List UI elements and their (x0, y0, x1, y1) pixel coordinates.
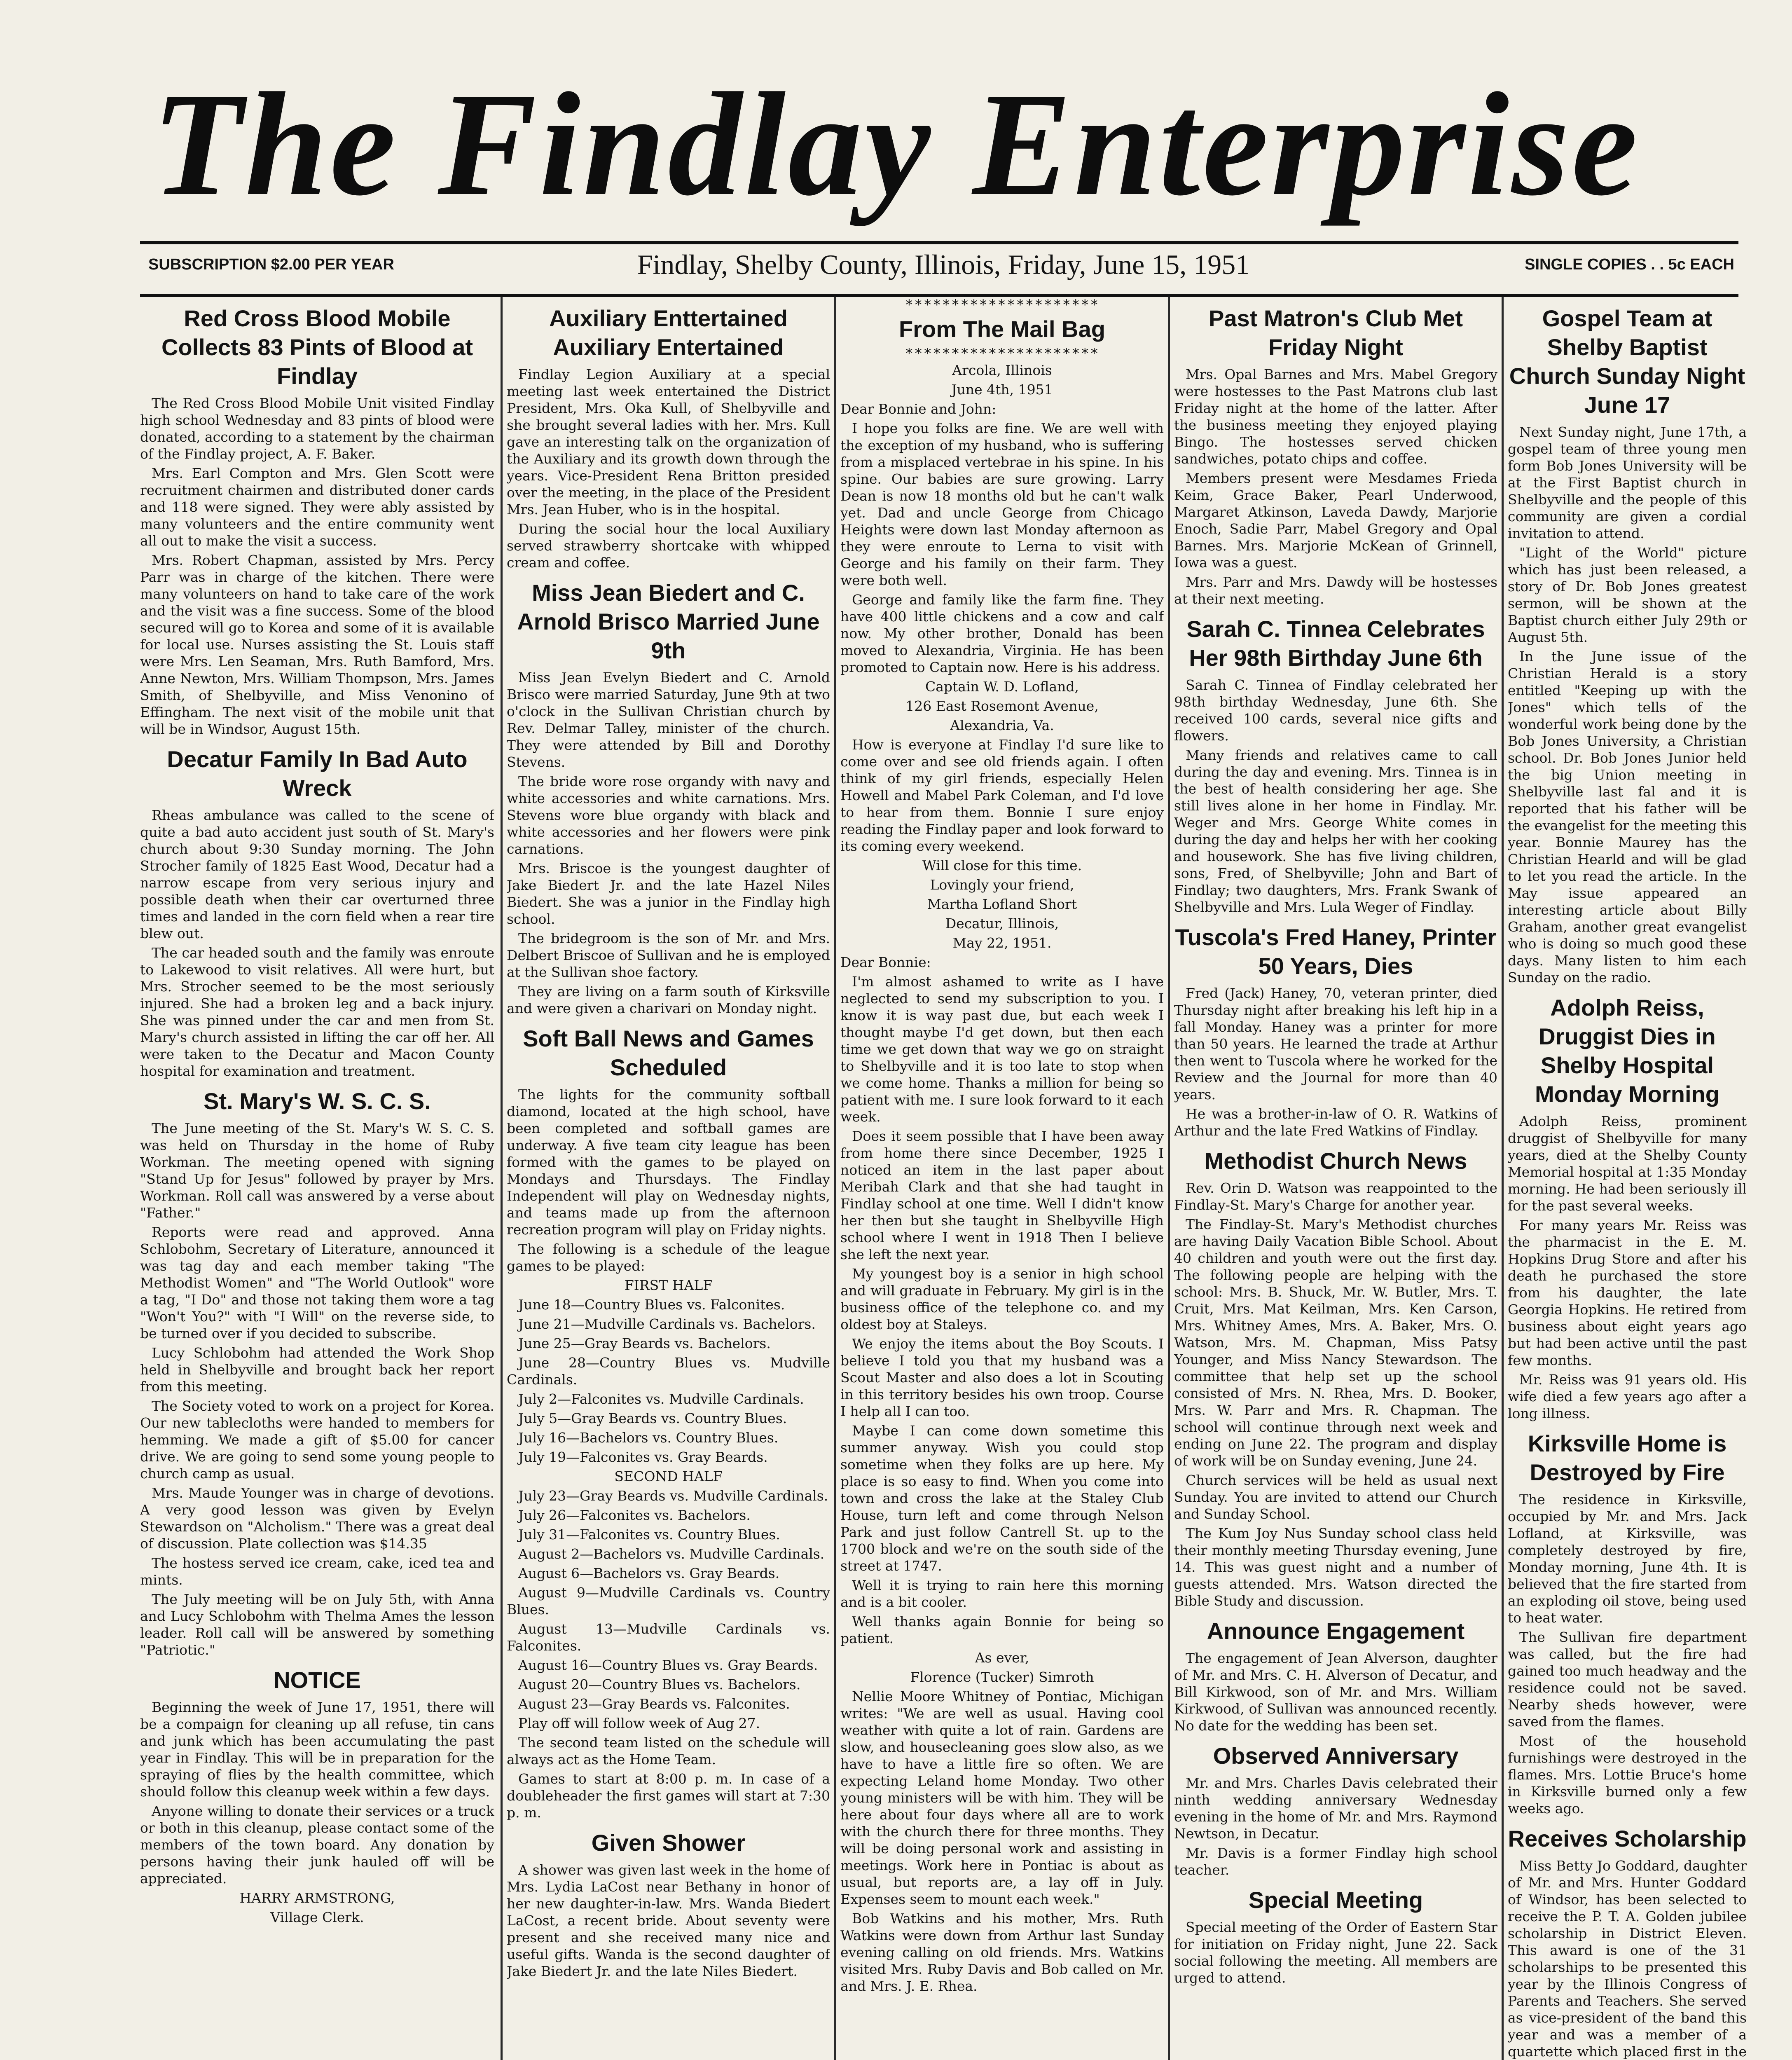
article-paragraph: Anyone willing to donate their services or a truck or both in this cleanup, please contact some of the members of the town board. Any donation by persons having their junk hauled off will be appreciated. (140, 1803, 494, 1887)
article-paragraph: Next Sunday night, June 17th, a gospel team of three young men form Bob Jones University will be at the First Baptist church in Shelbyville and the people of this community are given a cordial invitation to attend. (1508, 424, 1747, 541)
headline-mail-bag: From The Mail Bag (899, 316, 1105, 342)
headline-wscs: St. Mary's W. S. C. S. (204, 1088, 431, 1114)
schedule-item: July 26—Falconites vs. Bachelors. (518, 1507, 751, 1523)
schedule-item: July 23—Gray Beards vs. Mudville Cardinals. (518, 1488, 828, 1504)
article-paragraph: How is everyone at Findlay I'd sure like to come over and see old friends again. I often think of my girl friends, especially Helen Howell and Mabel Park Coleman, and I'd love to hear from them. Bonnie I sure enjoy reading the Findlay paper and look forward to its coming every weekend. (840, 737, 1164, 854)
article-paragraph: Miss Betty Jo Goddard, daughter of Mr. and Mrs. Hunter Goddard of Windsor, has been selected to receive the P. T. A. Golden jubilee scholarship in District Eleven. This award is one of the 31 scholarships to be presented this year by the Illinois Congress of Parents and Teachers. She served as vice-president of the band this year and was a member of a quartette which placed first in the (1508, 1858, 1747, 2060)
headline-auto-wreck: Decatur Family In Bad Auto Wreck (167, 746, 468, 801)
letter-signature: Martha Lofland Short (927, 896, 1077, 912)
article-paragraph: Nellie Moore Whitney of Pontiac, Michigan writes: "We are well as usual. Having cool weather with quite a lot of rain. Gardens are slow, and housecleaning goes slow also, as we have to have a little fire so often. We are expecting Leland home Monday. Two other young ministers will be with him. They will be here about four days where all are to work with the church there for three months. They will be doing personal work and assisting in meetings. Work here in Pontiac is about as usual, but reports are, a lay off in July. Expenses seem to mount each week." (840, 1688, 1164, 1907)
headline-shower: Given Shower (591, 1830, 746, 1856)
article-paragraph: The Society voted to work on a project for Korea. Our new tablecloths were handed to members for hemming. We made a gift of $5.00 for cancer drive. We are going to send some young people to church camp as usual. (140, 1398, 494, 1482)
column-rule (834, 297, 836, 2060)
column-1 (140, 297, 494, 2060)
article-paragraph: The lights for the community softball diamond, located at the high school, have been completed and softball games are underway. A five team city league has been formed with the games to be played on Mondays and Thursdays. The Findlay Independent will play on Wednesday nights, and teams made up from the afternoon recreation program will play on Friday nights. (507, 1086, 830, 1238)
article-paragraph: The June meeting of the St. Mary's W. S. C. S. was held on Thursday in the home of Ruby Workman. The meeting opened with signing "Stand Up for Jesus" followed by prayer by Mrs. Workman. Roll call was answered by a verse about "Father." (140, 1120, 494, 1221)
article-paragraph: The Findlay-St. Mary's Methodist churches are having Daily Vacation Bible School. About 40 children and youth were out the first day. The following people are helping with the school: Mrs. B. Shuck, Mr. W. Butler, Mrs. T. Cruit, Mrs. Mat Keilman, Mrs. Ken Carson, Mrs. Whitney Ames, Mrs. A. Baker, Mrs. O. Watson, Mrs. M. Chapman, Miss Patsy Younger, and Miss Nancy Stewardson. The committee that help set up the school consisted of Mrs. N. Rhea, Mrs. D. Booker, Mrs. W. Parr and Mrs. R. Chapman. The school will continue through next week and ending on June 22. The program and display of work will be on Sunday evening, June 24. (1174, 1216, 1497, 1469)
subscription-price: SUBSCRIPTION $2.00 PER YEAR (148, 256, 394, 273)
masthead (0, 0, 1792, 231)
schedule-item: August 20—Country Blues vs. Bachelors. (518, 1676, 801, 1692)
article-paragraph: Rev. Orin D. Watson was reappointed to the Findlay-St. Mary's Charge for another year. (1174, 1180, 1497, 1213)
headline-notice: NOTICE (274, 1667, 361, 1693)
article-paragraph: Mr. and Mrs. Charles Davis celebrated their ninth wedding anniversary Wednesday evening in the home of Mr. and Mrs. Raymond Newtson, in Decatur. (1174, 1775, 1497, 1842)
letter-date: June 4th, 1951 (951, 382, 1053, 398)
article-paragraph: Maybe I can come down sometime this summer anyway. Wish you could stop sometime when they folks are up here. My place is so easy to find. When you come into town and cross the lake at the Staley Club House, turn left and come through Nelson Park and just follow Cantrell St. up to the 1700 block and we're on the south side of the street at 1747. (840, 1423, 1164, 1574)
letter-salutation: Dear Bonnie: (840, 954, 931, 970)
headline-engagement: Announce Engagement (1207, 1618, 1465, 1644)
article-paragraph: Mr. Reiss was 91 years old. His wife died a few years ago after a long illness. (1508, 1372, 1747, 1421)
article-paragraph: Lucy Schlobohm had attended the Work Shop held in Shelbyville and brought back her report from this meeting. (140, 1345, 494, 1395)
article-paragraph: Mrs. Earl Compton and Mrs. Glen Scott were recruitment chairmen and distributed doner cards and 118 were signed. They were ably assisted by many volunteers and the entire community went all out to make the visit a success. (140, 465, 494, 549)
article-paragraph: They are living on a farm south of Kirksville and were given a charivari on Monday night. (507, 983, 830, 1016)
letter-signature: Florence (Tucker) Simroth (910, 1669, 1094, 1685)
article-paragraph: We enjoy the items about the Boy Scouts. I believe I told you that my husband was a Scout Master and also does a lot in Scouting in this territory besides his own troop. Course I help all I can too. (840, 1336, 1164, 1419)
address-line: Alexandria, Va. (950, 717, 1054, 733)
article-paragraph: My youngest boy is a senior in high school and will graduate in February. My girl is in the business office of the telephone co. and my oldest boy at Staleys. (840, 1266, 1164, 1332)
article-paragraph: Rheas ambulance was called to the scene of quite a bad auto accident just south of St. Mary's church about 9:30 Sunday morning. The John Strocher family of 1825 East Wood, Decatur had a narrow escape from very serious injury and possible death when their car overturned three times and landed in the corn field when a rear tire blew out. (140, 807, 494, 941)
article-paragraph: The bride wore rose organdy with navy and white accessories and white carnations. Mrs. Stevens wore blue organdy with black and white accessories and her flowers were pink carnations. (507, 773, 830, 857)
article-paragraph: Does it seem possible that I have been away from home there since December, 1925 I noticed an item in the last paper about Meribah Clark and that she had taught in Findlay school at one time. Well I didn't know her then but she taught in Shelbyville High school where I went in 1918 Then I believe she left the next year. (840, 1128, 1164, 1262)
column-rule (1502, 297, 1504, 2060)
article-paragraph: The bridegroom is the son of Mr. and Mrs. Delbert Briscoe of Sullivan and he is employed at the Sullivan shoe factory. (507, 930, 830, 980)
article-paragraph: Reports were read and approved. Anna Schlobohm, Secretary of Literature, announced it was tag day and each member taking "The Methodist Women" and "The World Outlook" wore a tag, "I Do" and those not taking them wore a tag "Won't You?" with "I Will" on the reverse side, to be turned over if you decided to subscribe. (140, 1224, 494, 1341)
headline-anniversary: Observed Anniversary (1213, 1743, 1459, 1769)
schedule-item: June 18—Country Blues vs. Falconites. (518, 1297, 785, 1313)
schedule-item: August 9—Mudville Cardinals vs. Country Blues. (507, 1585, 830, 1618)
headline-tinnea-birthday: Sarah C. Tinnea Celebrates Her 98th Birthday June 6th (1186, 616, 1485, 671)
headline-special-meeting: Special Meeting (1248, 1887, 1423, 1913)
letter-closing: Will close for this time. (922, 857, 1082, 873)
schedule-item: July 5—Gray Beards vs. Country Blues. (518, 1410, 787, 1426)
schedule-item: July 16—Bachelors vs. Country Blues. (518, 1430, 779, 1446)
schedule-item: July 2—Falconites vs. Mudville Cardinals. (518, 1391, 804, 1407)
signature: HARRY ARMSTRONG, (239, 1890, 395, 1906)
schedule-heading: SECOND HALF (614, 1468, 723, 1484)
article-paragraph: Mrs. Opal Barnes and Mrs. Mabel Gregory were hostesses to the Past Matrons club last Friday night at the home of the latter. After the business meeting they enjoyed playing Bingo. The hostesses served chicken sandwiches, potato chips and coffee. (1174, 366, 1497, 467)
schedule-item: June 28—Country Blues vs. Mudville Cardinals. (507, 1355, 830, 1388)
article-paragraph: Most of the household furnishings were destroyed in the flames. Mrs. Lottie Bruce's home in Kirksville burned only a few weeks ago. (1508, 1733, 1747, 1817)
address-line: Captain W. D. Lofland, (925, 679, 1079, 695)
schedule-item: August 2—Bachelors vs. Mudville Cardinals. (518, 1546, 825, 1562)
article-paragraph: The July meeting will be on July 5th, with Anna and Lucy Schlobohm with Thelma Ames the lesson leader. Roll call will be answered by something "Patriotic." (140, 1591, 494, 1658)
article-paragraph: The Sullivan fire department was called, but the fire had gained too much headway and the residence could not be saved. Nearby sheds however, were saved from the flames. (1508, 1629, 1747, 1730)
article-paragraph: Games to start at 8:00 p. m. In case of a doubleheader the first games will start at 7:30 p. m. (507, 1771, 830, 1821)
article-paragraph: The Kum Joy Nus Sunday school class held their monthly meeting Thursday evening, June 14. This was guest night and a number of guests attended. Mrs. Watson directed the Bible Study and discussion. (1174, 1525, 1497, 1609)
article-paragraph: The residence in Kirksville, occupied by Mr. and Mrs. Jack Lofland, at Kirksville, was completely destroyed by fire, Monday morning, June 4th. It is believed that the fire started from an exploding oil stove, being used to heat water. (1508, 1491, 1747, 1626)
dateline: Findlay, Shelby County, Illinois, Friday, June 15, 1951 (637, 249, 1250, 280)
article-paragraph: Mr. Davis is a former Findlay high school teacher. (1174, 1845, 1497, 1878)
article-paragraph: The hostess served ice cream, cake, iced tea and mints. (140, 1555, 494, 1588)
signature-title: Village Clerk. (270, 1909, 364, 1925)
newspaper-title: The Findlay Enterprise (152, 62, 1640, 226)
letter-date: May 22, 1951. (952, 935, 1052, 951)
headline-scholarship: Receives Scholarship (1508, 1826, 1747, 1852)
article-paragraph: Well thanks again Bonnie for being so patient. (840, 1613, 1164, 1646)
headline-softball: Soft Ball News and Games Scheduled (523, 1025, 814, 1080)
letter-salutation: Dear Bonnie and John: (840, 401, 997, 417)
column-4 (1174, 297, 1497, 2060)
article-paragraph: Beginning the week of June 17, 1951, there will be a compaign for cleaning up all refuse, tin cans and junk which has been accumulating the past year in Findlay. This will be in preparation for the spraying of flies by the health committee, which should follow this cleanup week within a few days. (140, 1699, 494, 1800)
headline-auxiliary: Auxiliary Enttertained Auxiliary Entertained (549, 305, 788, 360)
article-paragraph: Bob Watkins and his mother, Mrs. Ruth Watkins were down from Arthur last Sunday evening calling on old friends. Mrs. Watkins visited Mrs. Ruby Davis and Bob called on Mr. and Mrs. J. E. Rhea. (840, 1910, 1164, 1994)
article-paragraph: "Light of the World" picture which has just been released, a story of Dr. Bob Jones greatest sermon, will be shown at the Baptist church either July 29th or August 5th. (1508, 545, 1747, 645)
article-paragraph: Mrs. Briscoe is the youngest daughter of Jake Biedert Jr. and the late Hazel Niles Biedert. She was a junior in the Findlay high school. (507, 860, 830, 927)
article-paragraph: Mrs. Robert Chapman, assisted by Mrs. Percy Parr was in charge of the kitchen. There were many volunteers on hand to take care of the work and the visit was a fine success. Some of the blood secured will go to Korea and some of it is available for local use. Nurses assisting the St. Louis staff were Mrs. Len Seaman, Mrs. Ruth Bamford, Mrs. Anne Newton, Mrs. William Thompson, Mrs. James Smith, of Shelbyville, and Miss Venonino of Effingham. The next visit of the mobile unit that will be in Windsor, August 15th. (140, 552, 494, 737)
letter-place: Arcola, Illinois (952, 362, 1052, 378)
column-rule (501, 297, 503, 2060)
article-paragraph: I hope you folks are fine. We are well with the exception of my husband, who is suffering from a misplaced vertebrae in his spine. In his spine. Our babies are sure growing. Larry Dean is now 18 months old but he can't walk yet. Dad and uncle George from Chicago Heights were down last Monday afternoon as they were enroute to Lerna to visit with George and his family on their farm. They were both well. (840, 420, 1164, 588)
schedule-item: July 31—Falconites vs. Country Blues. (518, 1526, 780, 1543)
headline-methodist: Methodist Church News (1204, 1148, 1467, 1174)
schedule-heading: FIRST HALF (624, 1277, 713, 1293)
headline-blood-mobile: Red Cross Blood Mobile Collects 83 Pints of Blood at Findlay (161, 305, 473, 389)
article-paragraph: In the June issue of the Christian Herald is a story entitled "Keeping up with the Jones" which tells of the wonderful work being done by the Bob Jones University, a Christian school. Dr. Bob Jones Junior held the big Union meeting in Shelbyville last fal and it is reported that his father will be the evangelist for the meeting this year. Bonnie Maurey has the Christian Hearld and will be glad to let you read the article. In the May issue appeared an interesting article about Billy Graham, another great evangelist who is doing so much good these days. Many listen to him each Sunday on the radio. (1508, 648, 1747, 986)
column-3 (840, 297, 1164, 2060)
article-paragraph: Many friends and relatives came to call during the day and evening. Mrs. Tinnea is in the best of health considering her age. She still lives alone in her home in Findlay. Mr. Weger and Mrs. George White comes in during the day and helps her with her cooking and housework. She has five living children, sons, Fred, of Shelbyville; John and Bart of Findlay; two daughters, Mrs. Frank Swank of Shelbyville and Mrs. Lula Weger of Findlay. (1174, 747, 1497, 915)
headline-haney: Tuscola's Fred Haney, Printer 50 Years, Dies (1175, 924, 1497, 979)
schedule-item: July 19—Falconites vs. Gray Beards. (518, 1449, 768, 1465)
schedule-item: August 13—Mudville Cardinals vs. Falconites. (507, 1621, 830, 1654)
article-paragraph: Members present were Mesdames Frieda Keim, Grace Baker, Pearl Underwood, Margaret Atkinson, Laveda Dawdy, Marjorie Enoch, Sadie Parr, Mabel Gregory and Opal Barnes. Mrs. Marjorie McKean of Grinnell, Iowa was a guest. (1174, 470, 1497, 571)
article-paragraph: Sarah C. Tinnea of Findlay celebrated her 98th birthday Wednesday, June 6th. She received 100 cards, several nice gifts and flowers. (1174, 677, 1497, 744)
article-paragraph: Play off will follow week of Aug 27. (518, 1715, 760, 1731)
article-paragraph: Special meeting of the Order of Eastern Star for initiation on Friday night, June 22. Sack social following the meeting. All members are urged to attend. (1174, 1919, 1497, 1986)
article-paragraph: I'm almost ashamed to write as I have neglected to send my subscription to you. I know it is way past due, but each week I thought maybe I'd get down, but then each time we get down that way we go on straight to Shelbyville and it is too late to stop when we come home. Thanks a million for being so patient with me. I sure look forward to it each week. (840, 974, 1164, 1125)
schedule-item: June 21—Mudville Cardinals vs. Bachelors. (518, 1316, 816, 1332)
article-paragraph: The second team listed on the schedule will always act as the Home Team. (507, 1735, 830, 1767)
single-copy-price: SINGLE COPIES . . 5c EACH (1525, 256, 1734, 273)
schedule-item: August 16—Country Blues vs. Gray Beards. (518, 1657, 818, 1673)
article-paragraph: He was a brother-in-law of O. R. Watkins of Arthur and the late Fred Watkins of Findlay. (1174, 1106, 1497, 1139)
headline-wedding: Miss Jean Biedert and C. Arnold Brisco Married June 9th (517, 580, 820, 663)
article-paragraph: A shower was given last week in the home of Mrs. Lydia LaCost near Bethany in honor of her new daughter-in-law. Mrs. Wanda Biedert LaCost, a recent bride. About seventy were present and she received many nice and useful gifts. Wanda is the second daughter of Jake Biedert Jr. and the late Niles Biedert. (507, 1862, 830, 1979)
article-paragraph: The Red Cross Blood Mobile Unit visited Findlay high school Wednesday and 83 pints of blood were donated, according to a statement by the chairman of the Findlay project, A. F. Baker. (140, 395, 494, 462)
article-paragraph: Church services will be held as usual next Sunday. You are invited to attend our Church and Sunday School. (1174, 1472, 1497, 1522)
article-paragraph: For many years Mr. Reiss was the pharmacist in the E. M. Hopkins Drug Store and after his death he purchased the store from his daughter, the late Georgia Hopkins. He retired from business about eight years ago but had been active until the past few months. (1508, 1217, 1747, 1368)
star-border: ********************* (905, 345, 1100, 362)
star-border: ********************* (905, 297, 1100, 313)
article-paragraph: Fred (Jack) Haney, 70, veteran printer, died Thursday night after breaking his left hip in a fall Monday. Haney was a printer for more than 50 years. He learned the trade at Arthur then went to Tuscola where he worked for the Review and the Journal for more than 40 years. (1174, 985, 1497, 1103)
article-paragraph: Mrs. Maude Younger was in charge of devotions. A very good lesson was given by Evelyn Stewardson on "Alcholism." There was a great deal of discussion. Plate collection was $14.35 (140, 1485, 494, 1552)
article-paragraph: Findlay Legion Auxiliary at a special meeting last week entertained the District President, Mrs. Oka Kull, of Shelbyville and she brought several ladies with her. Mrs. Kull gave an interesting talk on the organization of the Auxiliary and its growth down through the years. Vice-President Rena Britton presided over the meeting, in the place of the President Mrs. Jean Huber, who is in the hospital. (507, 366, 830, 517)
dateline-bar (140, 241, 1738, 297)
article-paragraph: George and family like the farm fine. They have 400 little chickens and a cow and calf now. My other brother, Donald has been moved to Alexandria, Virginia. He has been promoted to Captain now. Here is his address. (840, 592, 1164, 675)
column-5 (1508, 297, 1747, 2060)
article-paragraph: The engagement of Jean Alverson, daughter of Mr. and Mrs. C. H. Alverson of Decatur, and Bill Kirkwood, son of Mr. and Mrs. William Kirkwood, of Sullivan was announced recently. No date for the wedding has been set. (1174, 1650, 1497, 1734)
article-paragraph: Well it is trying to rain here this morning and is a bit cooler. (840, 1577, 1164, 1610)
letter-place: Decatur, Illinois, (945, 915, 1059, 932)
article-paragraph: During the social hour the local Auxiliary served strawberry shortcake with whipped cream and coffee. (507, 521, 830, 571)
article-paragraph: The following is a schedule of the league games to be played: (507, 1241, 830, 1274)
article-paragraph: Mrs. Parr and Mrs. Dawdy will be hostesses at their next meeting. (1174, 574, 1497, 607)
letter-closing: As ever, (975, 1650, 1029, 1666)
headline-reiss: Adolph Reiss, Druggist Dies in Shelby Hospital Monday Morning (1535, 995, 1719, 1107)
headline-kirksville-fire: Kirksville Home is Destroyed by Fire (1528, 1430, 1727, 1485)
column-rule (1168, 297, 1170, 2060)
letter-closing: Lovingly your friend, (930, 877, 1074, 893)
article-paragraph: The car headed south and the family was enroute to Lakewood to visit relatives. All were hurt, but Mrs. Strocher seemed to be the most seriously injured. She had a broken leg and a back injury. She was pinned under the car and men from St. Mary's church assisted in lifting the car off her. All were taken to the Decatur and Macon County hospital for examination and treatment. (140, 945, 494, 1079)
address-line: 126 East Rosemont Avenue, (905, 698, 1099, 714)
article-paragraph: Adolph Reiss, prominent druggist of Shelbyville for many years, died at the Shelby County Memorial hospital at 1:35 Monday morning. He had been seriously ill for the past several weeks. (1508, 1113, 1747, 1214)
schedule-item: August 23—Gray Beards vs. Falconites. (518, 1696, 790, 1712)
column-2 (507, 297, 830, 2060)
article-paragraph: Miss Jean Evelyn Biedert and C. Arnold Brisco were married Saturday, June 9th at two o'clock in the Sullivan Christian church by Rev. Delmar Talley, minister of the church. They were attended by Bill and Dorothy Stevens. (507, 670, 830, 770)
schedule-item: August 6—Bachelors vs. Gray Beards. (518, 1565, 780, 1581)
headline-past-matrons: Past Matron's Club Met Friday Night (1209, 305, 1463, 360)
schedule-item: June 25—Gray Beards vs. Bachelors. (518, 1335, 771, 1351)
headline-gospel-team: Gospel Team at Shelby Baptist Church Sunday Night June 17 (1509, 305, 1745, 418)
